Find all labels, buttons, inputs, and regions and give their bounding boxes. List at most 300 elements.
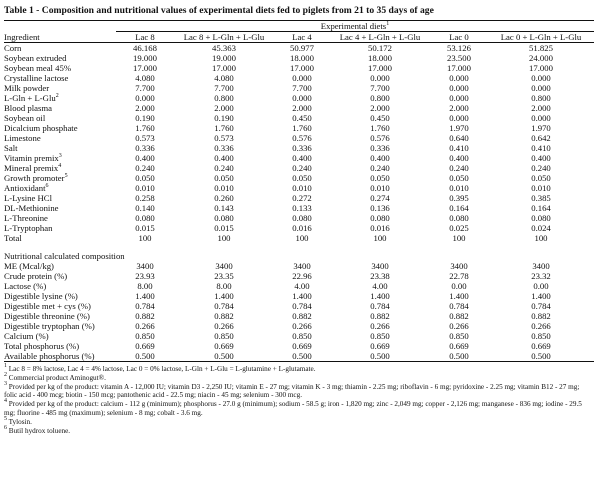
table-cell: 1.760 <box>135 123 155 133</box>
footnote <box>4 371 594 383</box>
table-cell: 0.000 <box>449 83 469 93</box>
table-cell: 0.784 <box>449 301 469 311</box>
table-cell: 7.700 <box>135 83 155 93</box>
table-title: Table 1 - Composition and nutritional values of experimental diets fed to piglets from 21 to 35 days of age <box>4 5 434 16</box>
row-label <box>4 113 116 123</box>
table-cell: 0.050 <box>370 173 390 183</box>
table-cell: 1.400 <box>135 291 155 301</box>
row-label <box>4 173 116 183</box>
table-cell: 0.500 <box>330 351 430 362</box>
table-cell: 1.760 <box>292 123 312 133</box>
table-cell: 0.266 <box>214 321 234 331</box>
row-label <box>4 291 116 301</box>
table-cell: 0.140 <box>135 203 155 213</box>
ingredients-body <box>4 43 594 244</box>
table-cell: 4.080 <box>135 73 155 83</box>
table-cell: 0.882 <box>292 311 312 321</box>
table-cell: 0.000 <box>531 83 551 93</box>
table-cell: 0.850 <box>370 331 390 341</box>
table-cell: 0.784 <box>214 301 234 311</box>
table-row <box>4 93 594 103</box>
table-row <box>4 291 594 301</box>
row-label <box>4 223 116 233</box>
table-cell: 50.977 <box>290 43 314 53</box>
row-label <box>4 341 116 351</box>
table-cell: 17.000 <box>212 63 236 73</box>
row-label-text: Growth promoter <box>4 173 65 183</box>
row-label <box>4 233 116 243</box>
footnote <box>4 424 594 436</box>
table-cell: 100 <box>217 233 231 243</box>
table-cell: 0.800 <box>214 93 234 103</box>
nutrition-section-label: Nutritional calculated composition <box>4 251 125 261</box>
table-cell: 0.410 <box>531 143 551 153</box>
table-cell: 0.000 <box>135 93 155 103</box>
table-cell: 0.080 <box>531 213 551 223</box>
footnote-number: 6 <box>4 424 7 431</box>
table-cell: 0.00 <box>451 281 467 291</box>
table-cell: 0.010 <box>531 183 551 193</box>
footnote-ref: 6 <box>45 183 49 189</box>
row-label-text: L-Tryptophan <box>4 223 53 233</box>
table-cell: 0.190 <box>214 113 234 123</box>
table-cell: 0.015 <box>214 223 234 233</box>
footnote-text: Provided per kg of the product: calcium - 112 g (minimum); phosphorus - 27.0 g (minimum); sodium - 58.5 g; iron - 1,820 mg; zinc - 2,049 mg; copper - 2,126 mg; manganese - 836 mg; iodine - 29.5 mg; fluorine - 485 mg (maximum); selenium - 8 mg; cobalt - 3.6 mg. <box>4 400 582 417</box>
table-cell: 0.010 <box>370 183 390 193</box>
table-cell: 0.050 <box>214 173 234 183</box>
table-cell: 2.000 <box>214 103 234 113</box>
table-cell: 0.500 <box>116 351 174 362</box>
table-cell: 0.500 <box>274 351 330 362</box>
table-cell: 2.000 <box>370 103 390 113</box>
column-header: Lac 8 <box>116 32 174 43</box>
column-header: Lac 8 + L-Gln + L-Glu <box>174 32 274 43</box>
table-cell: 0.336 <box>135 143 155 153</box>
footnote-number: 1 <box>4 363 7 369</box>
table-cell: 0.850 <box>449 331 469 341</box>
table-cell: 23.500 <box>447 53 471 63</box>
table-cell: 17.000 <box>529 63 553 73</box>
experimental-diets-header <box>116 21 594 33</box>
table-cell: 0.882 <box>449 311 469 321</box>
group-sup: 1 <box>386 21 390 27</box>
table-cell: 0.190 <box>135 113 155 123</box>
table-cell: 0.000 <box>449 113 469 123</box>
table-cell: 0.400 <box>531 153 551 163</box>
table-cell: 0.385 <box>531 193 551 203</box>
table-cell: 100 <box>452 233 466 243</box>
table-cell: 8.00 <box>137 281 153 291</box>
table-cell: 3400 <box>136 261 154 271</box>
table-row <box>4 193 594 203</box>
table-cell: 4.080 <box>214 73 234 83</box>
table-cell: 0.850 <box>531 331 551 341</box>
nutrition-section-row <box>4 251 594 261</box>
table-cell: 17.000 <box>368 63 392 73</box>
table-cell: 22.78 <box>449 271 469 281</box>
table-cell: 0.050 <box>135 173 155 183</box>
row-label <box>4 83 116 93</box>
footnote-text: Butil hydrox toluene. <box>8 426 71 435</box>
table-cell: 3400 <box>450 261 468 271</box>
table-cell: 0.240 <box>135 163 155 173</box>
table-cell: 0.080 <box>214 213 234 223</box>
table-cell: 0.010 <box>214 183 234 193</box>
row-label <box>4 321 116 331</box>
table-cell: 0.669 <box>214 341 234 351</box>
row-label <box>4 153 116 163</box>
footnote-text: Lac 8 = 8% lactose, Lac 4 = 4% lactose, Lac 0 = 0% lactose, L-Gln + L-Glu = L-glutamine + L-glutamate. <box>8 365 316 373</box>
row-label-text: Lactose (%) <box>4 281 47 291</box>
table-cell: 46.168 <box>133 43 157 53</box>
table-cell: 0.050 <box>292 173 312 183</box>
table-cell: 51.825 <box>529 43 553 53</box>
table-row <box>4 103 594 113</box>
table-cell: 1.970 <box>449 123 469 133</box>
table-cell: 0.640 <box>449 133 469 143</box>
table-cell: 7.700 <box>370 83 390 93</box>
table-row <box>4 123 594 133</box>
row-label-text: Digestible threonine (%) <box>4 311 90 321</box>
table-cell: 3400 <box>293 261 311 271</box>
footnote-number: 5 <box>4 415 7 422</box>
row-label-text: L-Threonine <box>4 213 48 223</box>
table-cell: 0.240 <box>531 163 551 173</box>
table-row <box>4 43 594 54</box>
table-cell: 45.363 <box>212 43 236 53</box>
table-cell: 0.016 <box>292 223 312 233</box>
table-cell: 0.136 <box>370 203 390 213</box>
row-label-text: Digestible tryptophan (%) <box>4 321 95 331</box>
footnote <box>4 415 594 427</box>
footnote-number: 4 <box>4 398 7 405</box>
table-cell: 1.760 <box>214 123 234 133</box>
footnote-number: 2 <box>4 371 7 378</box>
row-label-text: Soybean oil <box>4 113 46 123</box>
table-cell: 0.000 <box>292 93 312 103</box>
row-label-text: DL-Methionine <box>4 203 59 213</box>
row-label <box>4 73 116 83</box>
table-cell: 23.38 <box>370 271 390 281</box>
table-row <box>4 281 594 291</box>
table-cell: 0.500 <box>430 351 488 362</box>
table-cell: 0.882 <box>531 311 551 321</box>
row-label <box>4 43 116 54</box>
table-row <box>4 261 594 271</box>
table-cell: 0.400 <box>292 153 312 163</box>
row-label-text: Dicalcium phosphate <box>4 123 78 133</box>
table-cell: 0.336 <box>214 143 234 153</box>
table-cell: 0.080 <box>292 213 312 223</box>
table-cell: 0.010 <box>449 183 469 193</box>
table-cell: 17.000 <box>447 63 471 73</box>
table-cell: 0.400 <box>370 153 390 163</box>
table-cell: 100 <box>373 233 387 243</box>
footnote-ref: 2 <box>55 93 59 99</box>
row-label-text: Soybean meal 45% <box>4 63 72 73</box>
table-cell: 0.784 <box>292 301 312 311</box>
footnote-text: Provided per kg of the product: vitamin A - 12,000 IU; vitamin D3 - 2,250 IU; vitamin E - 27 mg; vitamin K - 3 mg; thiamin - 2.25 mg; riboflavin - 6 mg; pyridoxine - 2.25 mg; vitamin B12 - 27 mg; folic acid - 400 mcg; biotin - 150 mcg; pantothenic acid - 22.5 mg; niacin - 45 mg; selenium - 300 mcg. <box>4 382 580 400</box>
table-cell: 18.000 <box>368 53 392 63</box>
table-cell: 0.000 <box>370 73 390 83</box>
table-cell: 0.274 <box>370 193 390 203</box>
table-row <box>4 203 594 213</box>
composition-table <box>4 20 594 362</box>
row-label <box>4 261 116 271</box>
table-cell: 0.258 <box>135 193 155 203</box>
table-row <box>4 143 594 153</box>
table-cell: 0.000 <box>531 113 551 123</box>
table-cell: 0.240 <box>214 163 234 173</box>
table-cell: 0.260 <box>214 193 234 203</box>
row-label-text: Blood plasma <box>4 103 53 113</box>
table-cell: 0.016 <box>370 223 390 233</box>
table-cell: 0.784 <box>135 301 155 311</box>
table-row <box>4 311 594 321</box>
table-cell: 0.000 <box>531 73 551 83</box>
row-label-text: Crystalline lactose <box>4 73 69 83</box>
table-cell: 19.000 <box>212 53 236 63</box>
table-cell: 2.000 <box>292 103 312 113</box>
table-cell: 0.000 <box>449 73 469 83</box>
table-cell: 0.882 <box>214 311 234 321</box>
table-cell: 0.010 <box>292 183 312 193</box>
table-cell: 0.500 <box>488 351 594 362</box>
group-label: Experimental diets <box>320 21 387 31</box>
table-cell: 0.669 <box>292 341 312 351</box>
table-cell: 0.164 <box>449 203 469 213</box>
table-cell: 0.240 <box>370 163 390 173</box>
table-cell: 0.266 <box>370 321 390 331</box>
table-cell: 0.050 <box>531 173 551 183</box>
table-cell: 8.00 <box>216 281 232 291</box>
table-row <box>4 223 594 233</box>
table-cell: 0.024 <box>531 223 551 233</box>
table-cell: 3400 <box>532 261 550 271</box>
table-cell: 100 <box>138 233 152 243</box>
table-cell: 1.970 <box>531 123 551 133</box>
row-label-text: Digestible met + cys (%) <box>4 301 91 311</box>
table-row <box>4 321 594 331</box>
row-label <box>4 311 116 321</box>
footnote-ref: 3 <box>58 153 62 159</box>
footnote <box>4 400 594 418</box>
table-cell: 0.669 <box>370 341 390 351</box>
table-cell: 0.410 <box>449 143 469 153</box>
row-label <box>4 351 116 362</box>
table-cell: 0.400 <box>214 153 234 163</box>
table-row <box>4 341 594 351</box>
table-cell: 0.573 <box>214 133 234 143</box>
row-label-text: Total <box>4 233 22 243</box>
table-cell: 0.450 <box>370 113 390 123</box>
row-label <box>4 193 116 203</box>
table-cell: 0.00 <box>533 281 549 291</box>
table-cell: 0.133 <box>292 203 312 213</box>
table-cell: 0.882 <box>370 311 390 321</box>
table-row <box>4 213 594 223</box>
table-cell: 0.000 <box>449 93 469 103</box>
table-row <box>4 63 594 73</box>
table-cell: 0.882 <box>135 311 155 321</box>
row-label <box>4 143 116 153</box>
table-cell: 23.35 <box>214 271 234 281</box>
table-cell: 0.642 <box>531 133 551 143</box>
table-cell: 0.395 <box>449 193 469 203</box>
table-cell: 0.080 <box>135 213 155 223</box>
row-label-text: ME (Mcal/kg) <box>4 261 54 271</box>
footnote-ref: 5 <box>64 173 68 179</box>
row-label-text: Corn <box>4 43 22 53</box>
footnote-ref: 4 <box>58 163 62 169</box>
table-cell: 23.93 <box>135 271 155 281</box>
footnote-number: 3 <box>4 380 7 387</box>
row-label <box>4 123 116 133</box>
row-label-text: Mineral premix <box>4 163 59 173</box>
table-cell: 4.00 <box>372 281 388 291</box>
column-header: Lac 0 + L-Gln + L-Glu <box>488 32 594 43</box>
table-cell: 1.400 <box>449 291 469 301</box>
table-cell: 7.700 <box>214 83 234 93</box>
table-cell: 0.272 <box>292 193 312 203</box>
table-cell: 3400 <box>215 261 233 271</box>
table-row <box>4 173 594 183</box>
table-cell: 0.000 <box>292 73 312 83</box>
ingredient-header: Ingredient <box>4 32 116 43</box>
row-label-text: Available phosphorus (%) <box>4 351 95 361</box>
header-group-row <box>4 21 594 33</box>
row-label <box>4 213 116 223</box>
table-cell: 0.669 <box>449 341 469 351</box>
table-row <box>4 53 594 63</box>
row-label <box>4 63 116 73</box>
table-cell: 0.800 <box>531 93 551 103</box>
table-cell: 0.025 <box>449 223 469 233</box>
table-cell: 22.96 <box>292 271 312 281</box>
row-label-text: Digestible lysine (%) <box>4 291 78 301</box>
table-row <box>4 233 594 243</box>
table-cell: 0.576 <box>370 133 390 143</box>
row-label <box>4 203 116 213</box>
row-label <box>4 331 116 341</box>
table-cell: 18.000 <box>290 53 314 63</box>
table-cell: 1.760 <box>370 123 390 133</box>
table-cell: 0.010 <box>135 183 155 193</box>
table-cell: 0.784 <box>531 301 551 311</box>
footnotes <box>4 365 594 435</box>
table-cell: 0.450 <box>292 113 312 123</box>
table-cell: 2.000 <box>449 103 469 113</box>
table-row <box>4 73 594 83</box>
footnote <box>4 365 594 374</box>
table-cell: 0.240 <box>449 163 469 173</box>
row-label-text: Vitamin premix <box>4 153 59 163</box>
table-cell: 0.080 <box>370 213 390 223</box>
table-cell: 1.400 <box>292 291 312 301</box>
table-cell: 17.000 <box>133 63 157 73</box>
table-row <box>4 301 594 311</box>
row-label <box>4 133 116 143</box>
table-row <box>4 153 594 163</box>
table-cell: 0.573 <box>135 133 155 143</box>
row-label-text: Crude protein (%) <box>4 271 68 281</box>
row-label <box>4 183 116 193</box>
table-cell: 24.000 <box>529 53 553 63</box>
table-row <box>4 351 594 362</box>
table-cell: 0.266 <box>292 321 312 331</box>
footnote-text: Tylosin. <box>8 417 32 426</box>
table-cell: 23.32 <box>531 271 551 281</box>
row-label-text: Total phosphorus (%) <box>4 341 80 351</box>
table-cell: 0.266 <box>531 321 551 331</box>
table-cell: 19.000 <box>133 53 157 63</box>
table-cell: 0.850 <box>214 331 234 341</box>
table-row <box>4 163 594 173</box>
table-cell: 0.400 <box>449 153 469 163</box>
table-cell: 53.126 <box>447 43 471 53</box>
column-header: Lac 4 + L-Gln + L-Glu <box>330 32 430 43</box>
table-cell: 0.576 <box>292 133 312 143</box>
table-cell: 0.050 <box>449 173 469 183</box>
table-cell: 0.669 <box>531 341 551 351</box>
table-row <box>4 83 594 93</box>
table-cell: 0.500 <box>174 351 274 362</box>
table-cell: 0.850 <box>292 331 312 341</box>
footnote-text: Commercial product Aminogut®. <box>8 373 106 382</box>
table-row <box>4 113 594 123</box>
table-cell: 1.400 <box>531 291 551 301</box>
table-cell: 0.669 <box>135 341 155 351</box>
table-cell: 0.266 <box>449 321 469 331</box>
row-label <box>4 301 116 311</box>
row-label <box>4 103 116 113</box>
table-cell: 0.800 <box>370 93 390 103</box>
table-cell: 100 <box>295 233 309 243</box>
row-label-text: Milk powder <box>4 83 50 93</box>
table-cell: 17.000 <box>290 63 314 73</box>
table-row <box>4 331 594 341</box>
table-cell: 7.700 <box>292 83 312 93</box>
table-row <box>4 183 594 193</box>
table-cell: 1.400 <box>370 291 390 301</box>
row-label-text: Limestone <box>4 133 41 143</box>
table-row <box>4 133 594 143</box>
table-cell: 0.850 <box>135 331 155 341</box>
header-columns-row <box>4 32 594 43</box>
table-cell: 0.015 <box>135 223 155 233</box>
nutrition-body <box>4 243 594 362</box>
table-cell: 0.784 <box>370 301 390 311</box>
column-header: Lac 4 <box>274 32 330 43</box>
document <box>4 5 594 435</box>
table-cell: 100 <box>534 233 548 243</box>
row-label <box>4 163 116 173</box>
table-cell: 0.143 <box>214 203 234 213</box>
row-label <box>4 281 116 291</box>
table-cell: 0.336 <box>370 143 390 153</box>
table-cell: 4.00 <box>294 281 310 291</box>
table-cell: 0.336 <box>292 143 312 153</box>
row-label <box>4 271 116 281</box>
table-cell: 0.266 <box>135 321 155 331</box>
column-header: Lac 0 <box>430 32 488 43</box>
row-label <box>4 93 116 103</box>
row-label <box>4 53 116 63</box>
table-cell: 50.172 <box>368 43 392 53</box>
table-cell: 3400 <box>371 261 389 271</box>
row-label-text: Salt <box>4 143 18 153</box>
table-cell: 0.164 <box>531 203 551 213</box>
